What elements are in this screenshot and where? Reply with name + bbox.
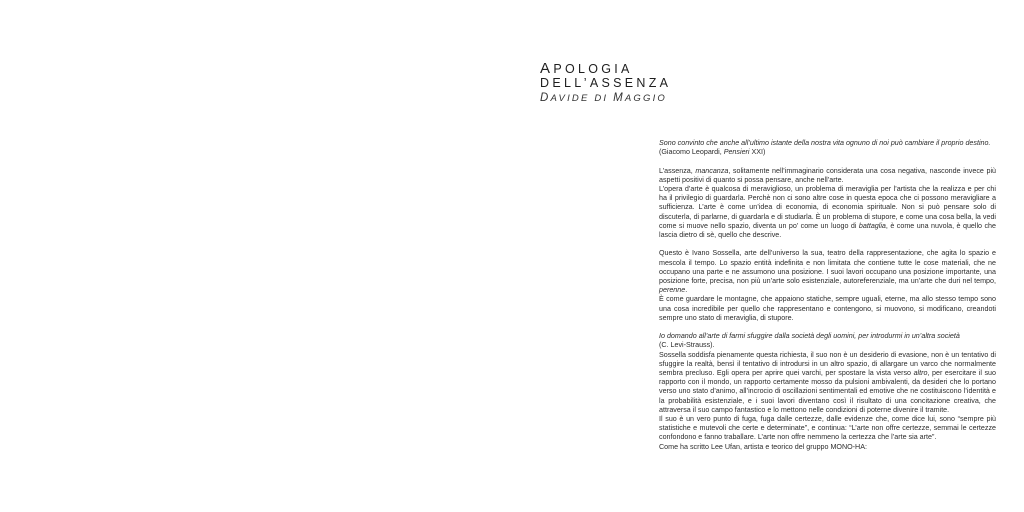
author-last-initial: M [613,92,625,104]
paragraph-3a: Sossella soddisfa pienamente questa richiesta, il suo non è un desiderio di evasione, non è un tentativo di sfuggire la realtà, bensì il tentativo di introdursi in un altro spazio, di allargare un varco che normalmente sembra precluso. Egli opera per aprire quei varchi, per spostare la vista verso altro, per esercitare il suo rapporto con il mondo, un rapporto certamente mosso da pulsioni ambivalenti, da desideri che lo portano verso uno stato d’animo, all’incrocio di oscillazioni sentimentali ed emotive che ne costituiscono l’identità e la probabilità esistenziale, e i suoi lavori diventano così il risultato di una concitazione creativa, che attraversa il suo campo fantastico e lo mettono nelle condizioni di poterne divenire il tramite. [659,350,996,414]
title-line-2: DELL’ASSENZA [540,76,672,90]
title-initial: A [540,60,554,77]
quote-2-text: Io domando all’arte di farmi sfuggire dalla società degli uomini, per introdurmi in un’altra società [659,332,960,341]
title-rest: POLOGIA [553,62,633,76]
author-name [540,92,671,104]
quote-2-source: (C. Levi-Strauss). [659,341,715,350]
paragraph-3b: Il suo è un vero punto di fuga, fuga dalle certezze, dalle evidenze che, come dice lui, sono “sempre più statistiche e mutevoli che certe e determinate”, e continua: “L’arte non offre certezze, semmai le certezze confondono e fanno traballare. L’arte non offre nemmeno la certezza che l’arte sia arte”. [659,415,996,442]
author-last-rest: AGGIO [624,93,668,104]
quote-1-source: (Giacomo Leopardi, Pensieri XXI) [659,148,766,157]
paragraph-2b: È come guardare le montagne, che appaiono statiche, sempre uguali, eterne, ma allo stesso tempo sono una cosa incredibile per quello che rappresentano e contengono, si muovono, si modificano, creandoti sempre uno stato di meraviglia, di stupore. [659,295,996,322]
paragraph-1b: L’opera d’arte è qualcosa di meraviglioso, un problema di meraviglia per l’artista che la realizza e per chi ha il privilegio di guardarla. Perchè non ci sono altre cose in questa epoca che ci possono meravigliare a sufficienza. L’arte è come un’idea di economia, di economia spirituale. Non si può pensare solo di discuterla, di parlarne, di guardarla e di studiarla. È un problema di stupore, e come una cosa bella, la vedi come si muove nello spazio, diventa un po’ come un luogo di battaglia, è come una nuvola, è quello che lascia dietro di sè, quello che descrive. [659,185,996,240]
article-body [659,139,996,452]
paragraph-1a: L’assenza, mancanza, solitamente nell’immaginario considerata una cosa negativa, nasconde invece più aspetti positivi di quanto si possa pensare, anche nell’arte. [659,166,997,184]
paragraph-2a: Questo è Ivano Sossella, arte dell’universo la sua, teatro della rappresentazione, che agita lo spazio e mescola il tempo. Lo spazio entità indefinita e non limitata che contiene tutte le cose materiali, che ne occupano una parte e ne assumono una posizione. I suoi lavori occupano una posizione importante, una posizione forte, precisa, non più un’arte solo esistenziale, autoreferenziale, ma un’arte che duri nel tempo, perenne. [659,249,996,295]
paragraph-3c: Come ha scritto Lee Ufan, artista e teorico del gruppo MONO-HA: [659,442,867,451]
title-block [540,62,671,104]
author-first-rest: AVIDE DI [550,93,614,104]
quote-1-text: Sono convinto che anche all’ultimo istante della nostra vita ognuno di noi può cambiare il proprio destino. [659,139,991,147]
author-first-initial: D [540,92,551,104]
title-line-1 [540,62,671,76]
